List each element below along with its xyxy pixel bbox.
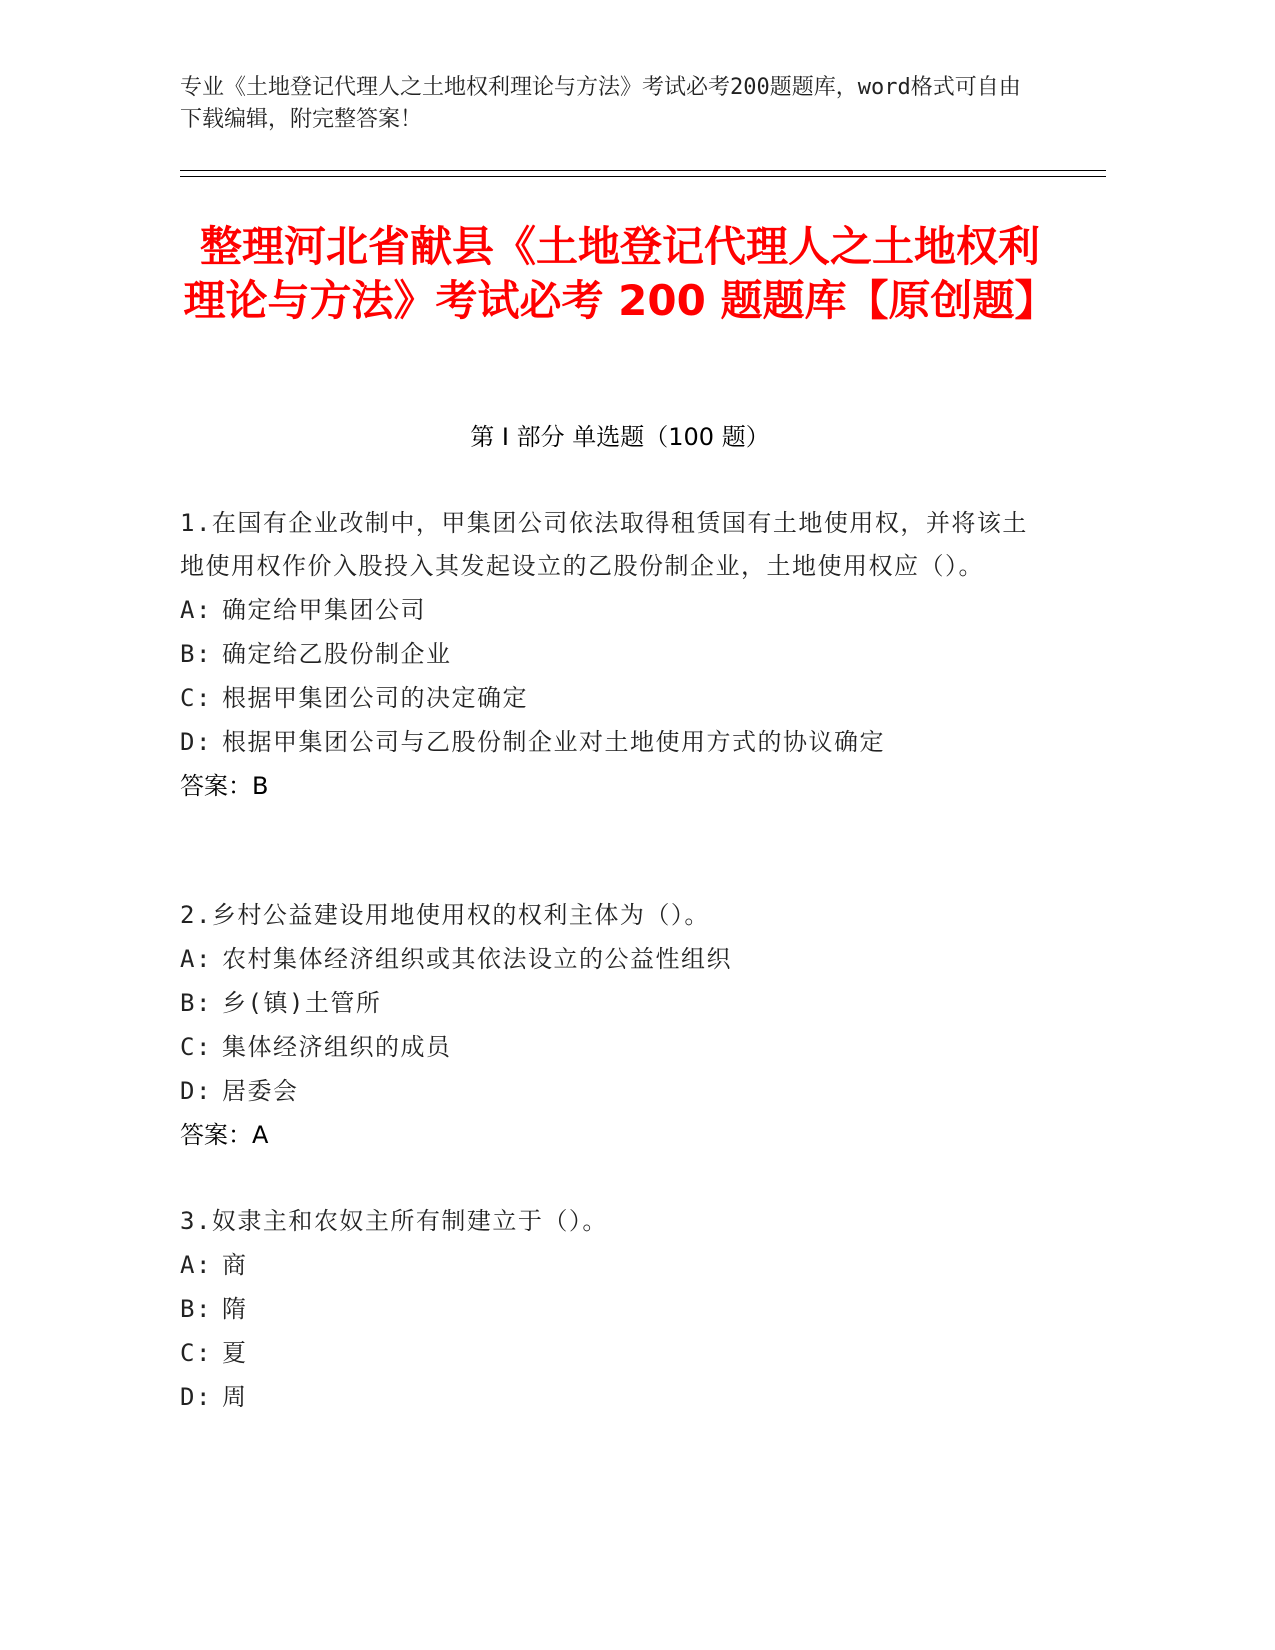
option-key: B: (180, 640, 212, 668)
option-text: 居委会 (222, 1077, 299, 1105)
option-text: 集体经济组织的成员 (222, 1033, 452, 1061)
question-1 (180, 502, 1040, 808)
question-stem: 1.在国有企业改制中，甲集团公司依法取得租赁国有土地使用权，并将该土地使用权作价入股投入其发起设立的乙股份制企业，土地使用权应（）。 (180, 509, 1028, 580)
question-stem: 2.乡村公益建设用地使用权的权利主体为（）。 (180, 901, 710, 929)
option-key: C: (180, 1339, 212, 1367)
option-key: A: (180, 1251, 212, 1279)
option-text: 夏 (222, 1339, 248, 1367)
option-d (180, 720, 1040, 764)
option-c (180, 1331, 1040, 1375)
section-heading: 第 I 部分 单选题（100 题） (470, 423, 770, 451)
option-a (180, 937, 1040, 981)
option-d (180, 1375, 1040, 1419)
option-text: 周 (222, 1383, 248, 1411)
answer: 答案：A (180, 1121, 269, 1149)
option-text: 乡(镇)土管所 (222, 989, 382, 1017)
option-b (180, 1287, 1040, 1331)
option-b (180, 632, 1040, 676)
question-2 (180, 894, 1040, 1157)
option-text: 确定给乙股份制企业 (222, 640, 452, 668)
header-note: 专业《土地登记代理人之土地权利理论与方法》考试必考200题题库，word格式可自由下载编辑，附完整答案！ (180, 75, 1021, 132)
option-key: A: (180, 945, 212, 973)
question-stem: 3.奴隶主和农奴主所有制建立于（）。 (180, 1207, 608, 1235)
option-c (180, 676, 1040, 720)
option-c (180, 1025, 1040, 1069)
question-3 (180, 1200, 1040, 1419)
header-rule-top (180, 170, 1106, 171)
option-key: B: (180, 989, 212, 1017)
document-title: 整理河北省献县《土地登记代理人之土地权利理论与方法》考试必考 200 题题库【原创题】 (183, 222, 1057, 325)
option-a (180, 1243, 1040, 1287)
option-key: B: (180, 1295, 212, 1323)
header-rule-bottom (180, 176, 1106, 177)
option-text: 确定给甲集团公司 (222, 596, 426, 624)
option-a (180, 588, 1040, 632)
option-text: 农村集体经济组织或其依法设立的公益性组织 (222, 945, 732, 973)
option-key: A: (180, 596, 212, 624)
option-key: D: (180, 728, 212, 756)
option-key: D: (180, 1077, 212, 1105)
option-key: C: (180, 684, 212, 712)
option-text: 根据甲集团公司与乙股份制企业对土地使用方式的协议确定 (222, 728, 885, 756)
option-text: 根据甲集团公司的决定确定 (222, 684, 528, 712)
answer: 答案：B (180, 772, 269, 800)
option-key: D: (180, 1383, 212, 1411)
option-b (180, 981, 1040, 1025)
option-text: 隋 (222, 1295, 248, 1323)
option-d (180, 1069, 1040, 1113)
option-text: 商 (222, 1251, 248, 1279)
option-key: C: (180, 1033, 212, 1061)
